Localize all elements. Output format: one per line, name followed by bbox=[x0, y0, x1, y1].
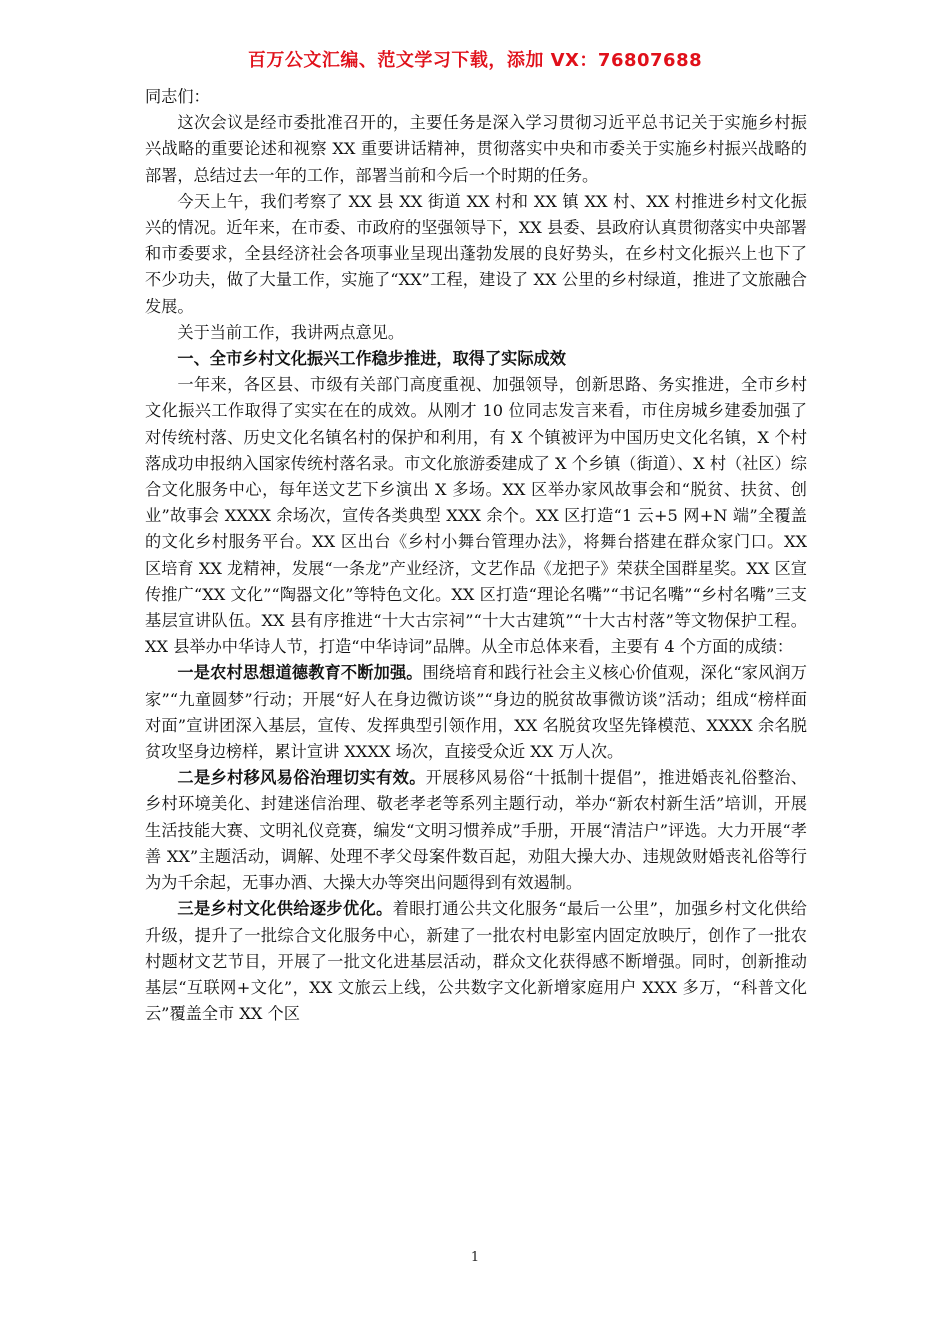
paragraph-body: 开展移风易俗“十抵制十提倡”，推进婚丧礼俗整治、乡村环境美化、封建迷信治理、敬老孝老等系列主题行动，举办“新农村新生活”培训，开展生活技能大赛、文明礼仪竞赛，编发“文明习惯养成”手册，开展“清洁户”评选。大力开展“孝善 XX”主题活动，调解、处理不孝父母案件数百起，劝阻大操大办、违规敛财婚丧礼俗等行为为千余起，无事办酒、大操大办等突出问题得到有效遏制。 bbox=[145, 768, 807, 893]
page-number: 1 bbox=[470, 1250, 480, 1265]
paragraph-cultural-supply bbox=[145, 896, 807, 1027]
paragraph-body: 着眼打通公共文化服务“最后一公里”，加强乡村文化供给升级，提升了一批综合文化服务中心，新建了一批农村电影室内固定放映厅，创作了一批农村题材文艺节目，开展了一批文化进基层活动，群众文化获得感不断增强。同时，创新推动基层“互联网+文化”，XX 文旅云上线，公共数字文化新增家庭用户 XXX 多万，“科普文化云”覆盖全市 XX 个区 bbox=[145, 899, 807, 1024]
paragraph-two-points: 关于当前工作，我讲两点意见。 bbox=[177, 322, 405, 342]
paragraph-achievements: 一年来，各区县、市级有关部门高度重视、加强领导，创新思路、务实推进，全市乡村文化振兴工作取得了实实在在的成效。从刚才 10 位同志发言来看，市住房城乡建委加强了对传统村落、历史文化名镇名村的保护和利用，有 X 个镇被评为中国历史文化名镇，X 个村落成功申报纳入国家传统村落名录。市文化旅游委建成了 X 个乡镇（街道）、X 村（社区）综合文化服务中心，每年送文艺下乡演出 X 多场。XX 区举办家风故事会和“脱贫、扶贫、创业”故事会 XXXX 余场次，宣传各类典型 XXX 余个。XX 区打造“1 云+5 网+N 端”全覆盖的文化乡村服务平台。XX 区出台《乡村小舞台管理办法》，将舞台搭建在群众家门口。XX 区培育 XX 龙精神，发展“一条龙”产业经济，文艺作品《龙把子》荣获全国群星奖。XX 区宣传推广“XX 文化”“陶器文化”等特色文化。XX 区打造“理论名嘴”“书记名嘴”“乡村名嘴”三支基层宣讲队伍。XX 县有序推进“十大古宗祠”“十大古建筑”“十大古村落”等文物保护工程。XX 县举办中华诗人节，打造“中华诗词”品牌。从全市总体来看，主要有 4 个方面的成绩： bbox=[145, 375, 807, 657]
section-heading-1: 一、全市乡村文化振兴工作稳步推进，取得了实际成效 bbox=[177, 349, 566, 369]
salutation: 同志们： bbox=[145, 87, 210, 106]
document-body bbox=[145, 84, 807, 1027]
paragraph-lead: 二是乡村移风易俗治理切实有效。 bbox=[177, 768, 426, 788]
paragraph-lead: 一是农村思想道德教育不断加强。 bbox=[177, 663, 423, 683]
paragraph-intro: 这次会议是经市委批准召开的，主要任务是深入学习贯彻习近平总书记关于实施乡村振兴战略的重要论述和视察 XX 重要讲话精神，贯彻落实中央和市委关于实施乡村振兴战略的部署，总结过去一年的工作，部署当前和今后一个时期的任务。 bbox=[145, 113, 807, 185]
header-banner: 百万公文汇编、范文学习下载，添加 VX：76807688 bbox=[247, 50, 703, 71]
paragraph-lead: 三是乡村文化供给逐步优化。 bbox=[177, 899, 393, 919]
paragraph-body: 围绕培育和践行社会主义核心价值观，深化“家风润万家”“九童圆梦”行动；开展“好人在身边微访谈”“身边的脱贫故事微访谈”活动；组成“榜样面对面”宣讲团深入基层，宣传、发挥典型引领作用，XX 名脱贫攻坚先锋模范、XXXX 余名脱贫攻坚身边榜样，累计宣讲 XXXX 场次，直接受众近 XX 万人次。 bbox=[145, 663, 807, 762]
paragraph-customs-reform bbox=[145, 765, 807, 896]
paragraph-inspection: 今天上午，我们考察了 XX 县 XX 街道 XX 村和 XX 镇 XX 村、XX 村推进乡村文化振兴的情况。近年来，在市委、市政府的坚强领导下，XX 县委、县政府认真贯彻落实中央部署和市委要求，全县经济社会各项事业呈现出蓬勃发展的良好势头，在乡村文化振兴上也下了不少功夫，做了大量工作，实施了“XX”工程，建设了 XX 公里的乡村绿道，推进了文旅融合发展。 bbox=[145, 191, 807, 316]
paragraph-moral-education bbox=[145, 660, 807, 765]
